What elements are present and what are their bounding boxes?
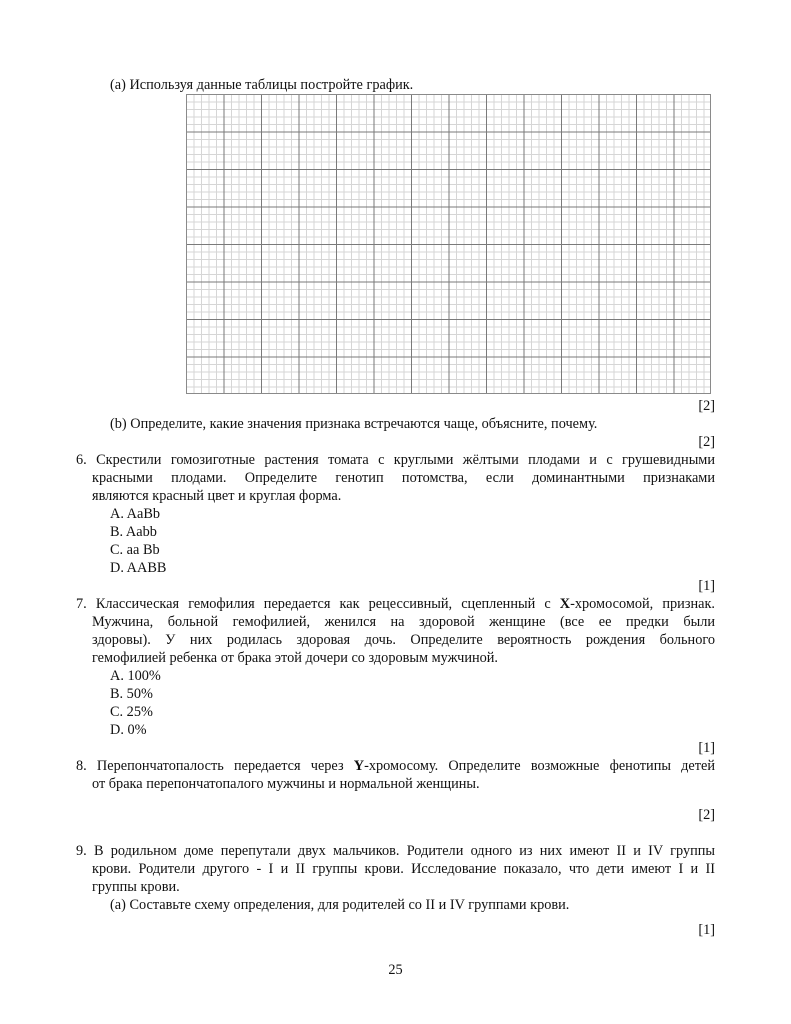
- q7-option-c: C. 25%: [110, 704, 153, 720]
- q7-x-chromosome: X: [559, 596, 571, 612]
- graph-paper-grid: [186, 94, 711, 394]
- q6-question-line-3: являются красный цвет и круглая форма.: [92, 488, 342, 504]
- q6-question-line-2: красными плодами. Определите генотип потомства, если доминантными признаками: [92, 470, 715, 486]
- q7-question-line-4: гемофилией ребенка от брака этой дочери со здоровым мужчиной.: [92, 650, 498, 666]
- q6-question-line-1: 6. Скрестили гомозиготные растения томата с круглыми жёлтыми плодами и с грушевидными: [76, 452, 715, 468]
- q7-option-a: A. 100%: [110, 668, 161, 684]
- q6-option-d: D. AABB: [110, 560, 167, 576]
- q9-question-line-1: 9. В родильном доме перепутали двух мальчиков. Родители одного из них имеют II и IV группы: [76, 843, 715, 859]
- q6-option-a: A. AaBb: [110, 506, 161, 522]
- q8-line-1-text-a: 8. Перепончатопалость передается через: [76, 758, 354, 774]
- q7-line-1-text-b: -хромосомой, признак.: [570, 596, 715, 612]
- q7-mark: [1]: [698, 740, 715, 756]
- page-number: 25: [388, 962, 403, 978]
- q8-question-line-1: [76, 757, 715, 775]
- q7-question-line-1: [76, 595, 715, 613]
- q8-question-line-2: от брака перепончатопалого мужчины и нормальной женщины.: [92, 776, 480, 792]
- q5-part-a-mark: [2]: [698, 398, 715, 414]
- q9-part-a-text: (a) Составьте схему определения, для родителей со II и IV группами крови.: [110, 897, 570, 913]
- q7-question-line-3: здоровы). У них родилась здоровая дочь. Определите вероятность рождения больного: [92, 632, 715, 648]
- q5-part-b-mark: [2]: [698, 434, 715, 450]
- q8-mark: [2]: [698, 807, 715, 823]
- q8-line-1-text-b: -хромосому. Определите возможные фенотипы детей: [364, 758, 715, 774]
- q9-question-line-2: крови. Родители другого - I и II группы крови. Исследование показало, что дети имеют I и II: [92, 861, 715, 877]
- q7-option-d: D. 0%: [110, 722, 147, 738]
- q6-option-c: C. aa Bb: [110, 542, 160, 558]
- q7-question-line-2: Мужчина, больной гемофилией, женился на здоровой женщине (все ее предки были: [92, 614, 715, 630]
- q9-question-line-3: группы крови.: [92, 879, 180, 895]
- q5-part-b-text: (b) Определите, какие значения признака встречаются чаще, объясните, почему.: [110, 416, 598, 432]
- q9-mark: [1]: [698, 922, 715, 938]
- q7-line-1-text-a: 7. Классическая гемофилия передается как рецессивный, сцепленный с: [76, 596, 560, 612]
- q5-part-a-text: (a) Используя данные таблицы постройте график.: [110, 77, 414, 93]
- q6-mark: [1]: [698, 578, 715, 594]
- q8-y-chromosome: Y: [353, 758, 365, 774]
- q6-option-b: B. Aabb: [110, 524, 157, 540]
- q7-option-b: B. 50%: [110, 686, 153, 702]
